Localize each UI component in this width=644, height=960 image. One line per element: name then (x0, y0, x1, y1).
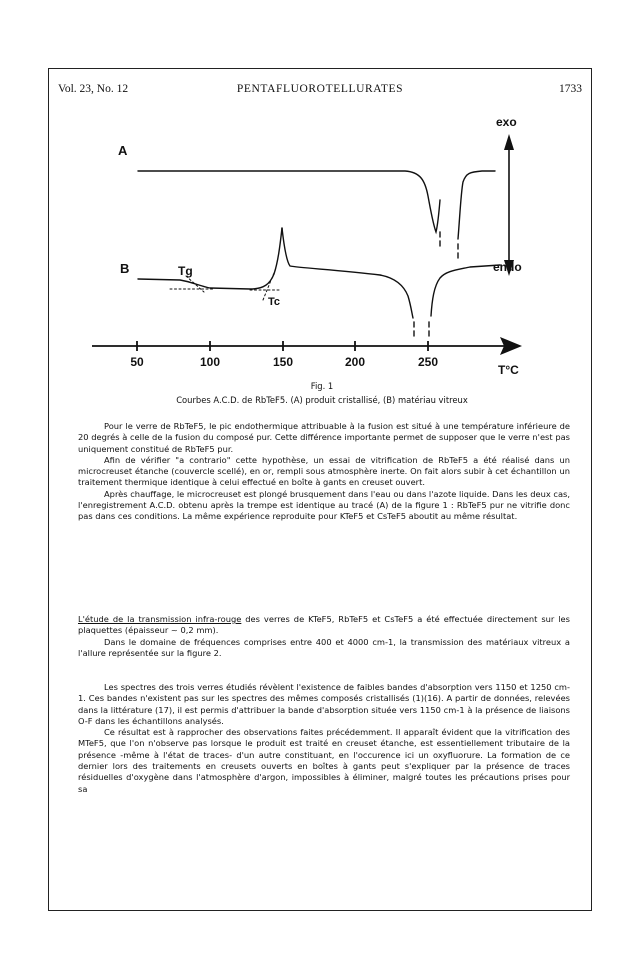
exo-arrowhead (504, 134, 514, 150)
curve-a-label: A (118, 143, 128, 158)
tick-label-50: 50 (130, 355, 144, 369)
figure-number: Fig. 1 (310, 381, 334, 391)
dta-figure (0, 0, 644, 400)
running-title: PENTAFLUOROTELLURATES (236, 83, 404, 95)
page-number: 1733 (559, 83, 582, 95)
paragraph-4-underlined: L'étude de la transmission infra-rouge (78, 614, 242, 624)
tick-label-150: 150 (272, 355, 294, 369)
curve-b-label: B (120, 261, 130, 276)
endo-label: endo (493, 260, 522, 274)
paragraph-1: Pour le verre de RbTeF5, le pic endothermique attribuable à la fusion est situé à une température inférieure de 20 degrés à celle de la fusion du composé pur. Cette différence importante permet de supposer que le verre n'est pas uniquement constitué de RbTeF5 pur. (78, 421, 570, 454)
axis-unit-label: T°C (498, 363, 519, 377)
exo-label: exo (496, 115, 517, 129)
tick-label-250: 250 (417, 355, 439, 369)
tick-label-200: 200 (344, 355, 366, 369)
tg-label: Tg (178, 264, 193, 278)
body-block-3 (78, 682, 570, 795)
paragraph-4 (78, 614, 570, 637)
paragraph-7: Ce résultat est à rapprocher des observations faites précédemment. Il apparaît évident que la vitrification des MTeF5, que l'on n'observe pas lorsque le produit est traité en creuset étanche, est essentiellement tributaire de la présence -même à l'état de traces- d'un autre constituant, en l'occurence ici un oxyfluorure. La formation de ce dernier lors des traitements en creusets ouverts en boîtes à gants peut s'expliquer par la présence de traces résiduelles d'oxygène dans l'atmosphère d'argon, impossibles à éliminer, malgré toutes les précautions prises pour sa (78, 727, 570, 794)
curve-b-return (431, 265, 500, 316)
curve-a (138, 171, 440, 232)
body-block-2 (78, 614, 570, 659)
figure-caption: Courbes A.C.D. de RbTeF5. (A) produit cristallisé, (B) matériau vitreux (176, 395, 468, 405)
paragraph-6: Les spectres des trois verres étudiés révèlent l'existence de faibles bandes d'absorption vers 1150 et 1250 cm-1. Ces bandes n'existent pas sur les spectres des mêmes composés cristallisés (1)(16). A partir de données, relevées dans la littérature (17), il est permis d'attribuer la bande d'absorption située vers 1150 cm-1 à la présence de liaisons O-F dans les échantillons analysés. (78, 682, 570, 726)
body-block-1 (78, 421, 570, 523)
tc-label: Tc (268, 296, 281, 308)
paragraph-2: Afin de vérifier "a contrario" cette hypothèse, un essai de vitrification de RbTeF5 a été réalisé dans un microcreuset étanche (couvercle scellé), en or, rempli sous atmosphère inerte. On fait alors subir à cet échantillon un traitement thermique identique à celui effectué en boîte à gants en creuset ouvert. (78, 454, 570, 488)
journal-volume: Vol. 23, No. 12 (58, 83, 129, 95)
paragraph-3: Après chauffage, le microcreuset est plongé brusquement dans l'eau ou dans l'azote liquide. Dans les deux cas, l'enregistrement A.C.D. obtenu après la trempe est identique au tracé (A) de la figure 1 : RbTeF5 pur ne vitrifie donc pas dans ces conditions. La même expérience reproduite pour KTeF5 et CsTeF5 aboutit au même résultat. (78, 488, 570, 522)
tick-label-100: 100 (199, 355, 221, 369)
paragraph-4-rest: des verres de KTeF5, RbTeF5 et CsTeF5 a été effectuée directement sur les plaquettes (épaisseur ~ 0,2 mm). (78, 614, 570, 636)
curve-a-return (458, 171, 495, 239)
paragraph-5: Dans le domaine de fréquences comprises entre 400 et 4000 cm-1, la transmission des matériaux vitreux a l'allure représentée sur la figure 2. (78, 636, 570, 658)
